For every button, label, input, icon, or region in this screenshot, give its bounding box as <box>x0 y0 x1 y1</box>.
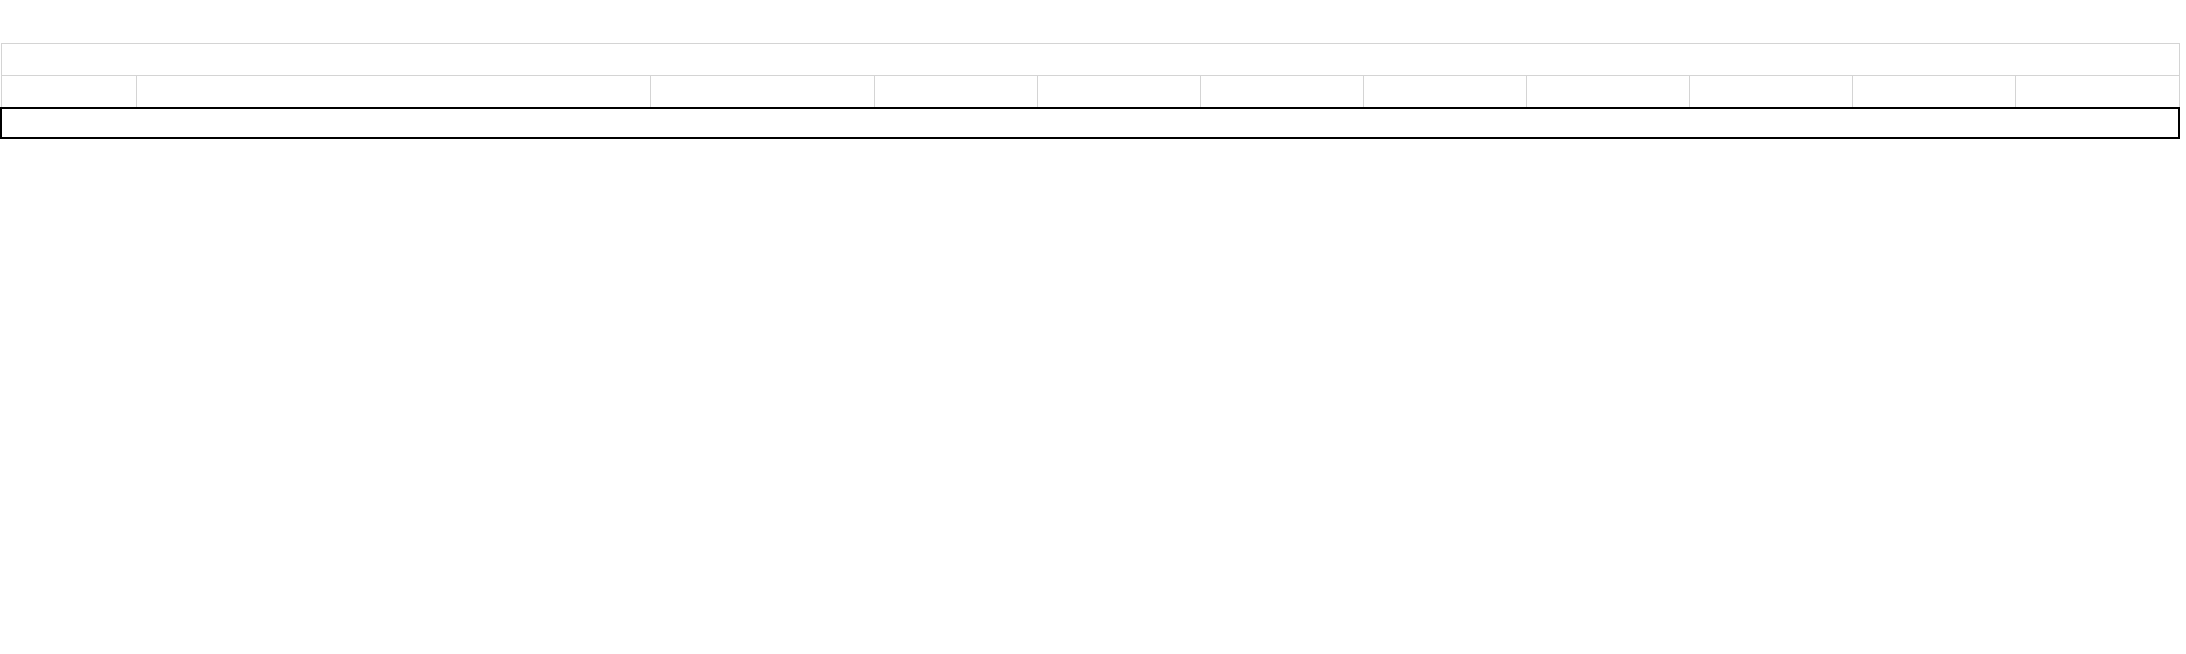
results-table <box>0 43 2180 265</box>
section-title <box>1 108 2179 138</box>
sheet-title <box>1 44 2179 76</box>
header-row <box>1 138 2179 234</box>
subheader-row <box>1 234 2179 265</box>
empty-row <box>1 76 2179 108</box>
